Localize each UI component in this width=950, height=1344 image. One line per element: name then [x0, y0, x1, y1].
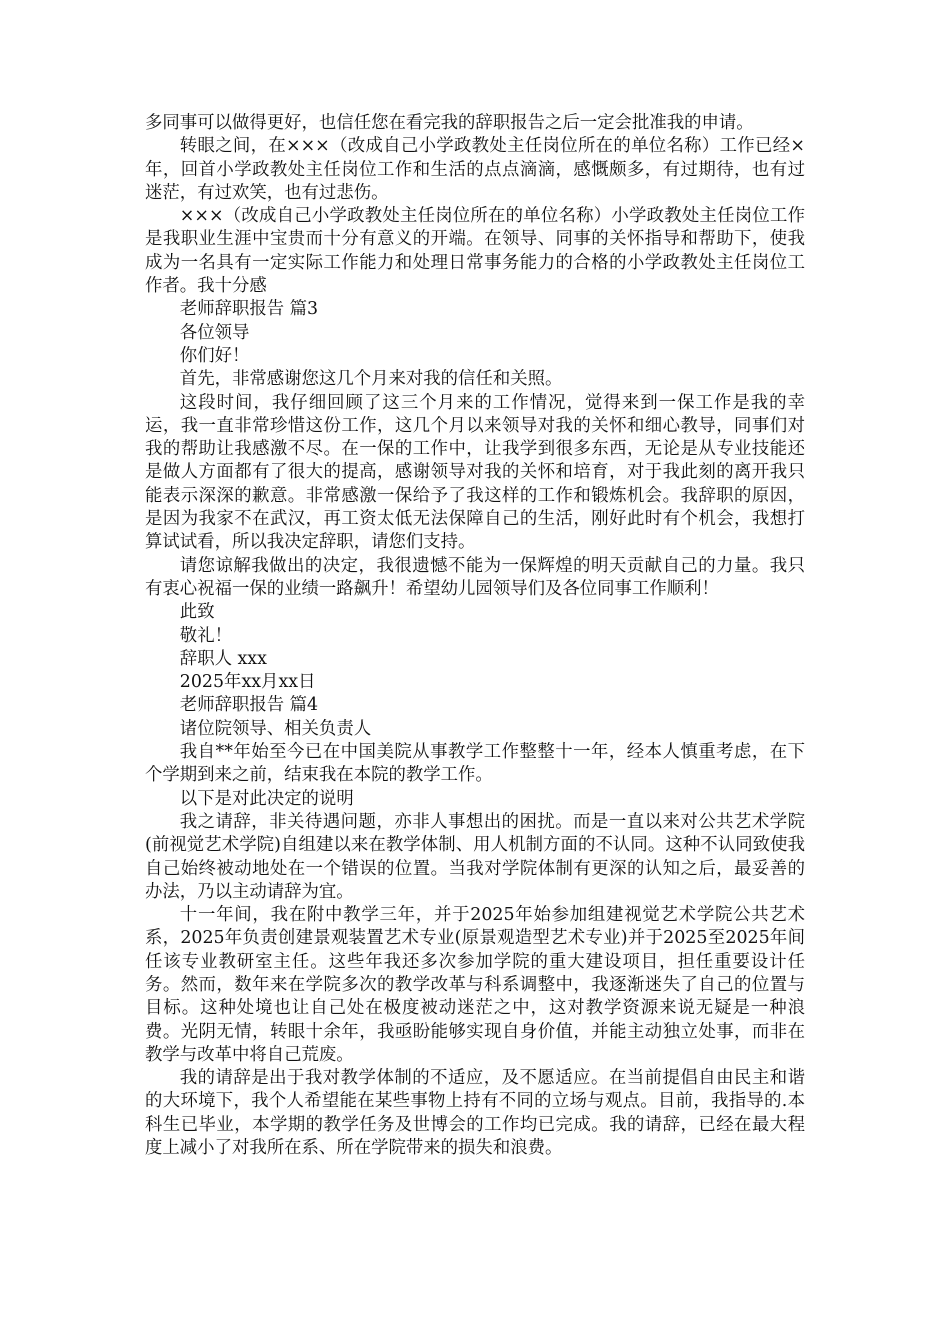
paragraph: 转眼之间，在×××（改成自己小学政教处主任岗位所在的单位名称）工作已经×年，回首小学政教处主任岗位工作和生活的点点滴滴，感慨颇多，有过期待，也有过迷茫，有过欢笑，也有过悲伤。 — [145, 136, 805, 203]
paragraph: 请您谅解我做出的决定，我很遗憾不能为一保辉煌的明天贡献自己的力量。我只有衷心祝福一保的业绩一路飙升！希望幼儿园领导们及各位同事工作顺利！ — [145, 555, 805, 599]
salutation: 各位领导 — [179, 322, 250, 343]
section-heading: 老师辞职报告 篇3 — [179, 299, 319, 320]
paragraph: 以下是对此决定的说明 — [179, 788, 354, 809]
closing: 此致 — [179, 602, 215, 623]
paragraph: ×××（改成自己小学政教处主任岗位所在的单位名称）小学政教处主任岗位工作是我职业生涯中宝贵而十分有意义的开端。在领导、同事的关怀指导和帮助下，使我成为一名具有一定实际工作能力和处理日常事务能力的合格的小学政教处主任岗位工作者。我十分感 — [145, 206, 805, 297]
salutation: 诸位院领导、相关负责人 — [179, 718, 372, 739]
date: 2025年xx月xx日 — [179, 672, 316, 693]
paragraph: 十一年间，我在附中教学三年，并于2025年始参加组建视觉艺术学院公共艺术系，2025年负责创建景观装置艺术专业(原景观造型艺术专业)并于2025至2025年间任该专业教研室主任。这些年我还多次参加学院的重大建设项目，担任重要设计任务。然而，数年来在学院多次的教学改革与科系调整中，我逐渐迷失了自己的位置与目标。这种处境也让自己处在极度被动迷茫之中，这对教学资源来说无疑是一种浪费。光阴无情，转眼十余年，我亟盼能够实现自身价值，并能主动独立处事，而非在教学与改革中将自己荒废。 — [145, 905, 805, 1065]
closing: 敬礼！ — [179, 625, 232, 646]
document-body — [145, 112, 805, 1160]
paragraph: 我的请辞是出于我对教学体制的不适应，及不愿适应。在当前提倡自由民主和谐的大环境下，我个人希望能在某些事物上持有不同的立场与观点。目前，我指导的.本科生已毕业，本学期的教学任务及世博会的工作均已完成。我的请辞，已经在最大程度上减小了对我所在系、所在学院带来的损失和浪费。 — [145, 1068, 805, 1159]
paragraph: 多同事可以做得更好，也信任您在看完我的辞职报告之后一定会批准我的申请。 — [145, 113, 754, 133]
signature: 辞职人 xxx — [179, 648, 267, 669]
paragraph: 我自**年始至今已在中国美院从事教学工作整整十一年，经本人慎重考虑，在下个学期到来之前，结束我在本院的教学工作。 — [145, 742, 805, 786]
paragraph: 首先，非常感谢您这几个月来对我的信任和关照。 — [179, 369, 563, 390]
paragraph: 这段时间，我仔细回顾了这三个月来的工作情况，觉得来到一保工作是我的幸运，我一直非常珍惜这份工作，这几个月以来领导对我的关怀和细心教导，同事们对我的帮助让我感激不尽。在一保的工作中，让我学到很多东西，无论是从专业技能还是做人方面都有了很大的提高，感谢领导对我的关怀和培育，对于我此刻的离开我只能表示深深的歉意。非常感激一保给予了我这样的工作和锻炼机会。我辞职的原因，是因为我家不在武汉，再工资太低无法保障自己的生活，刚好此时有个机会，我想打算试试看，所以我决定辞职，请您们支持。 — [145, 392, 805, 553]
paragraph: 我之请辞，非关待遇问题，亦非人事想出的困扰。而是一直以来对公共艺术学院(前视觉艺术学院)自组建以来在教学体制、用人机制方面的不认同。这种不认同致使我自己始终被动地处在一个错误的位置。当我对学院体制有更深的认知之后，最妥善的办法，乃以主动请辞为宜。 — [145, 811, 805, 902]
section-heading: 老师辞职报告 篇4 — [179, 695, 319, 716]
greeting: 你们好！ — [179, 345, 250, 366]
